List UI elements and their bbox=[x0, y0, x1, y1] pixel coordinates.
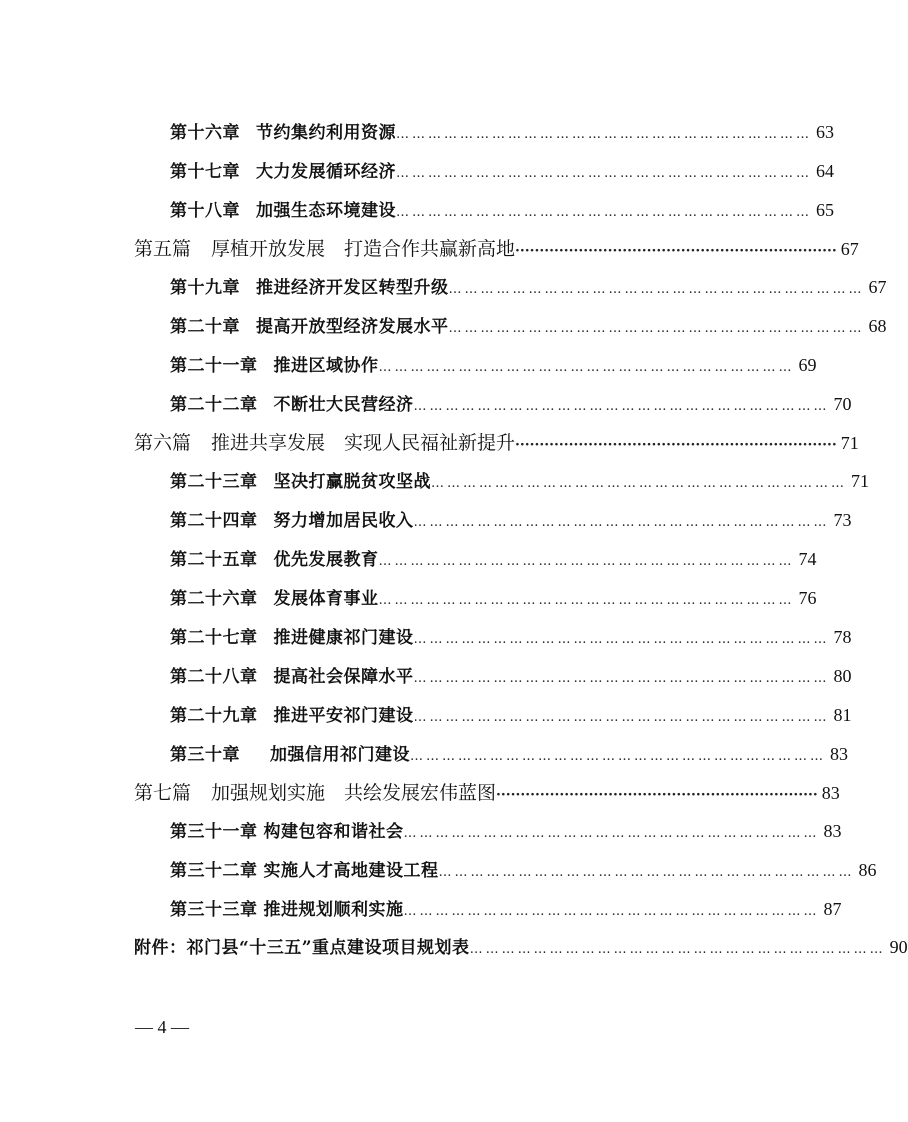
entry-page: 87 bbox=[823, 899, 842, 919]
entry-title: 加强信用祁门建设 bbox=[270, 745, 410, 765]
entry-label: 第二十九章 bbox=[170, 706, 258, 726]
dot-leader: …………………………………………………………………… bbox=[469, 942, 886, 957]
dot-leader: …………………………………………………………………… bbox=[448, 282, 865, 297]
entry-label: 第二十一章 bbox=[170, 356, 258, 376]
entry-title: 推进经济开发区转型升级 bbox=[256, 278, 449, 298]
entry-label: 第三十三章 bbox=[170, 900, 258, 920]
entry-title: 构建包容和谐社会 bbox=[263, 822, 404, 842]
entry-title: 坚决打赢脱贫攻坚战 bbox=[273, 472, 431, 492]
entry-label: 第十八章 bbox=[170, 201, 240, 221]
dot-leader: …………………………………………………………………… bbox=[378, 593, 795, 608]
toc-entry[interactable] bbox=[170, 157, 834, 187]
entry-label: 第十六章 bbox=[170, 123, 240, 143]
dot-leader: …………………………………………………………………… bbox=[438, 865, 855, 880]
entry-page: 73 bbox=[833, 510, 852, 530]
entry-page: 64 bbox=[816, 161, 834, 181]
dot-leader: …………………………………………………………………… bbox=[448, 321, 865, 336]
entry-page: 90 bbox=[889, 937, 908, 957]
dot-leader: …………………………………………………………………… bbox=[396, 166, 812, 181]
entry-page: 67 bbox=[868, 277, 887, 297]
toc-part-entry[interactable] bbox=[134, 234, 859, 264]
dot-leader: …………………………………………………………………… bbox=[403, 904, 820, 919]
entry-title: 推进平安祁门建设 bbox=[273, 706, 414, 726]
entry-title: 努力增加居民收入 bbox=[273, 511, 414, 531]
appendix-title: 祁门县“十三五”重点建设项目规划表 bbox=[186, 938, 470, 958]
toc-part-entry[interactable] bbox=[134, 778, 840, 808]
toc-entry[interactable] bbox=[170, 856, 877, 886]
entry-title: 实施人才高地建设工程 bbox=[263, 861, 439, 881]
dot-leader: …………………………………………………………………… bbox=[413, 671, 830, 686]
toc-entry[interactable] bbox=[170, 545, 817, 575]
toc-entry[interactable] bbox=[170, 662, 852, 692]
dot-leader: …………………………………………………………………… bbox=[396, 205, 812, 220]
entry-page: 63 bbox=[816, 122, 834, 142]
toc-entry[interactable] bbox=[170, 584, 817, 614]
toc-entry[interactable] bbox=[170, 273, 887, 303]
part-title: 厚植开放发展 打造合作共赢新高地 bbox=[211, 238, 516, 260]
toc-entry[interactable] bbox=[170, 312, 887, 342]
entry-label: 第三十一章 bbox=[170, 822, 258, 842]
toc-appendix-entry[interactable] bbox=[134, 933, 908, 963]
toc-entry[interactable] bbox=[170, 817, 842, 847]
toc-part-entry[interactable] bbox=[134, 428, 859, 458]
part-label: 第七篇 bbox=[134, 782, 192, 804]
entry-label: 第二十七章 bbox=[170, 628, 258, 648]
dot-leader: …………………………………………………………………… bbox=[431, 476, 847, 491]
entry-title: 提高开放型经济发展水平 bbox=[256, 317, 449, 337]
part-title: 加强规划实施 共绘发展宏伟蓝图 bbox=[211, 782, 497, 804]
entry-page: 76 bbox=[798, 588, 817, 608]
dot-leader: …………………………………………………………………… bbox=[410, 749, 826, 764]
dot-leader: ·································································· bbox=[515, 437, 837, 453]
entry-page: 81 bbox=[833, 705, 852, 725]
entry-page: 65 bbox=[816, 200, 834, 220]
toc-entry[interactable] bbox=[170, 467, 869, 497]
toc-entry[interactable] bbox=[170, 740, 848, 770]
entry-page: 83 bbox=[830, 744, 848, 764]
toc-entry[interactable] bbox=[170, 196, 834, 226]
entry-page: 83 bbox=[821, 783, 840, 803]
entry-label: 第二十五章 bbox=[170, 550, 258, 570]
entry-page: 68 bbox=[868, 316, 887, 336]
dot-leader: ·································································· bbox=[515, 243, 837, 259]
entry-title: 提高社会保障水平 bbox=[273, 667, 414, 687]
dot-leader: …………………………………………………………………… bbox=[413, 632, 830, 647]
toc-entry[interactable] bbox=[170, 351, 817, 381]
dot-leader: …………………………………………………………………… bbox=[413, 515, 830, 530]
entry-page: 70 bbox=[833, 394, 852, 414]
entry-label: 第二十三章 bbox=[170, 472, 258, 492]
dot-leader: …………………………………………………………………… bbox=[396, 127, 812, 142]
entry-page: 71 bbox=[851, 471, 869, 491]
toc-entry[interactable] bbox=[170, 118, 834, 148]
entry-label: 第二十八章 bbox=[170, 667, 258, 687]
entry-title: 推进区域协作 bbox=[273, 356, 379, 376]
toc-entry[interactable] bbox=[170, 390, 852, 420]
dot-leader: …………………………………………………………………… bbox=[413, 399, 830, 414]
entry-page: 86 bbox=[858, 860, 877, 880]
part-label: 第五篇 bbox=[134, 238, 192, 260]
entry-label: 第二十章 bbox=[170, 317, 240, 337]
dot-leader: …………………………………………………………………… bbox=[378, 554, 795, 569]
part-title: 推进共享发展 实现人民福祉新提升 bbox=[211, 432, 516, 454]
dot-leader: …………………………………………………………………… bbox=[413, 710, 830, 725]
entry-title: 加强生态环境建设 bbox=[256, 201, 396, 221]
entry-title: 节约集约利用资源 bbox=[256, 123, 396, 143]
entry-title: 大力发展循环经济 bbox=[256, 162, 396, 182]
part-label: 第六篇 bbox=[134, 432, 192, 454]
entry-title: 不断壮大民营经济 bbox=[273, 395, 414, 415]
dot-leader: …………………………………………………………………… bbox=[403, 826, 820, 841]
entry-title: 推进规划顺利实施 bbox=[263, 900, 404, 920]
appendix-label: 附件： bbox=[134, 938, 187, 958]
entry-label: 第十七章 bbox=[170, 162, 240, 182]
entry-label: 第三十二章 bbox=[170, 861, 258, 881]
entry-label: 第二十二章 bbox=[170, 395, 258, 415]
entry-label: 第十九章 bbox=[170, 278, 240, 298]
entry-page: 74 bbox=[798, 549, 817, 569]
toc-entry[interactable] bbox=[170, 623, 852, 653]
entry-label: 第三十章 bbox=[170, 745, 240, 765]
entry-title: 发展体育事业 bbox=[273, 589, 379, 609]
toc-entry[interactable] bbox=[170, 895, 842, 925]
entry-label: 第二十六章 bbox=[170, 589, 258, 609]
entry-title: 推进健康祁门建设 bbox=[273, 628, 414, 648]
toc-entry[interactable] bbox=[170, 701, 852, 731]
entry-title: 优先发展教育 bbox=[273, 550, 379, 570]
entry-page: 69 bbox=[798, 355, 817, 375]
entry-page: 80 bbox=[833, 666, 852, 686]
entry-page: 78 bbox=[833, 627, 852, 647]
entry-page: 67 bbox=[840, 239, 859, 259]
entry-page: 71 bbox=[840, 433, 859, 453]
dot-leader: ·································································· bbox=[496, 787, 818, 803]
toc-entry[interactable] bbox=[170, 506, 852, 536]
entry-page: 83 bbox=[823, 821, 842, 841]
entry-label: 第二十四章 bbox=[170, 511, 258, 531]
page-number-footer: — 4 — bbox=[135, 1017, 189, 1037]
dot-leader: …………………………………………………………………… bbox=[378, 360, 795, 375]
